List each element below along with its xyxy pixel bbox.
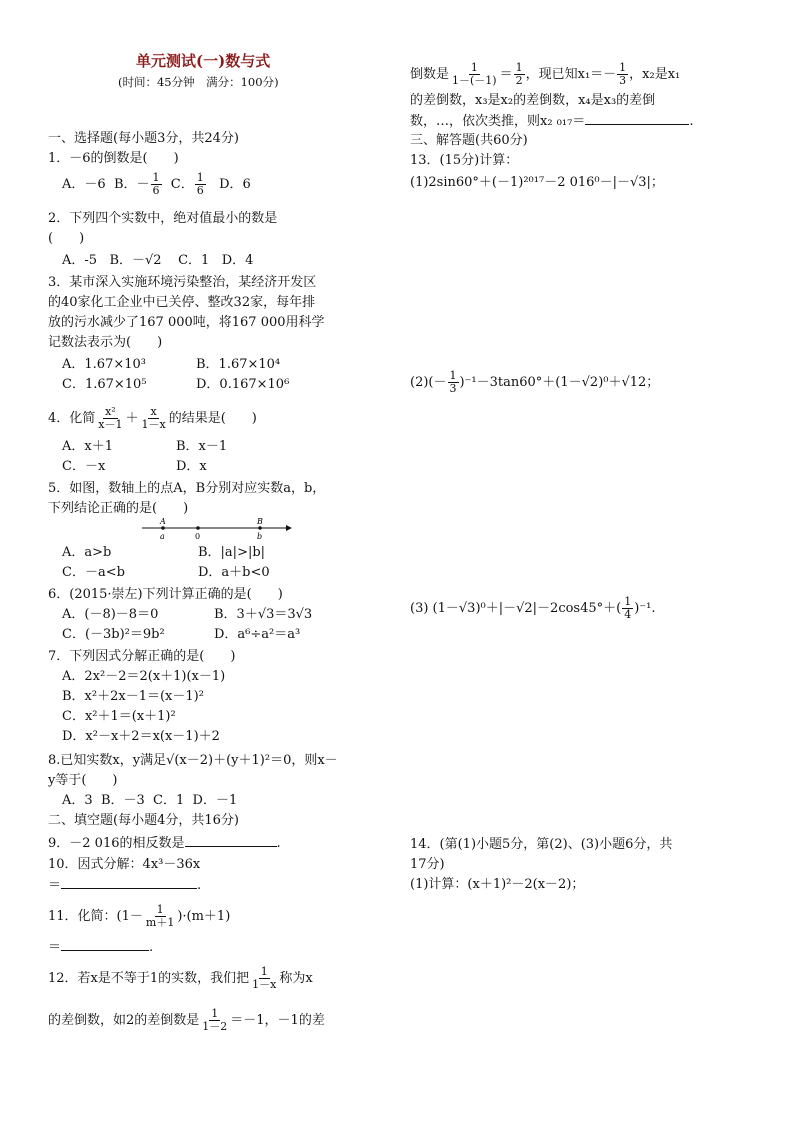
question-8-l1: 8.已知实数x，y满足√(x－2)＋(y＋1)²＝0，则x－ (48, 753, 338, 768)
q1-option-d: D．6 (219, 177, 251, 192)
question-10: 10．因式分解：4x³－36x (48, 857, 201, 872)
q1-option-c: C． (170, 177, 194, 192)
question-13-part-1: (1)2sin60°＋(－1)²⁰¹⁷－2 016⁰－|－√3|； (410, 175, 664, 190)
q3-option-d: D．0.167×10⁶ (196, 377, 290, 392)
q4-frac-1: $\frac{\text{x²}}{x-1}$ (98, 405, 123, 431)
q4-option-d: D．x (176, 459, 207, 474)
question-3-l2: 的40家化工企业中已关停、整改32家，每年排 (48, 295, 316, 310)
q2-options (62, 252, 253, 270)
q4-option-a: A．x＋1 (62, 439, 113, 454)
page-title: 单元测试(一)数与式 (136, 52, 271, 70)
q3-option-b: B．1.67×10⁴ (196, 357, 281, 372)
question-14-l2: 17分) (410, 857, 445, 872)
q12-suffix: 称为x (279, 971, 313, 986)
question-13-part-2 (410, 370, 659, 395)
q12-answer-blank[interactable] (585, 112, 689, 125)
number-line-figure (140, 516, 300, 542)
origin-label: 0 (195, 532, 201, 541)
q8-option-d: D．－1 (192, 793, 238, 808)
point-b-value: b (257, 532, 263, 541)
q5-option-d: D．a＋b<0 (198, 565, 270, 580)
q12-frac-1: $\frac{1}{1-x}$ (252, 965, 277, 991)
q5-option-c: C．－a<b (62, 565, 125, 580)
q11-answer-blank[interactable] (61, 938, 149, 951)
q8-option-b: B．－3 (100, 793, 145, 808)
question-11-answer: ＝ . (48, 940, 154, 955)
question-14-part-1: (1)计算：(x＋1)²－2(x－2)； (410, 877, 585, 892)
q9-text: 9．－2 016的相反数是 (48, 836, 185, 851)
q2-option-a: A．-5 (62, 253, 98, 268)
section-fill: 二、填空题(每小题4分，共16分) (48, 813, 239, 828)
question-5-l2: 下列结论正确的是( ) (48, 501, 189, 516)
q1-frac-b: $\frac{1}{6}$ (152, 171, 160, 197)
q8-option-a: A．3 (62, 793, 93, 808)
point-b-label: B (257, 517, 263, 526)
q7-option-b: B．x²＋2x－1＝(x－1)² (62, 689, 204, 704)
question-11 (48, 904, 230, 929)
q12-prefix: 12．若x是不等于1的实数，我们把 (48, 971, 250, 986)
q8-options (62, 792, 237, 810)
q13-3-suffix: )⁻¹. (634, 601, 656, 616)
section-solve: 三、解答题(共60分) (410, 133, 528, 148)
question-13: 13．(15分)计算： (410, 153, 519, 168)
q1-options (62, 172, 251, 197)
q5-option-b: B．|a|>|b| (198, 545, 266, 560)
r1-mid: ，现已知x₁＝－ (525, 67, 617, 82)
q11-frac: $\frac{1}{m+1}$ (145, 903, 175, 929)
q6-option-d: D．a⁶÷a²＝a³ (214, 627, 301, 642)
question-3-l1: 3．某市深入实施环境污染整治，某经济开发区 (48, 275, 317, 290)
q12-frac-2: $\frac{1}{1-2}$ (202, 1007, 228, 1033)
q8-option-c: C．1 (153, 793, 185, 808)
q11-eq: ＝ (48, 940, 62, 955)
q13-3-prefix: (3) (1－√3)⁰＋|－√2|－2cos45°＋( (410, 601, 622, 616)
question-12-cont-l3: 数，…，依次类推，则x₂ ₀₁₇＝ . (410, 114, 694, 129)
question-1: 1．－6的倒数是( ) (48, 151, 179, 166)
q2-option-b: B．－√2 (109, 253, 162, 268)
q10-answer-blank[interactable] (61, 876, 197, 889)
r1-frac-2: $\frac{1}{2}$ (515, 61, 523, 87)
q1-option-b: B．－ (113, 177, 150, 192)
q1-frac-c: $\frac{1}{6}$ (196, 171, 204, 197)
q3-option-c: C．1.67×10⁵ (62, 377, 147, 392)
question-7: 7．下列因式分解正确的是( ) (48, 649, 236, 664)
q6-option-c: C．(－3b)²＝9b² (62, 627, 165, 642)
page-subtitle: (时间：45分钟 满分：100分) (118, 75, 279, 89)
question-13-part-3 (410, 596, 656, 621)
question-12-cont-l2: 的差倒数，x₃是x₂的差倒数，x₄是x₃的差倒 (410, 93, 656, 108)
question-3-l4: 记数法表示为( ) (48, 335, 163, 350)
q9-answer-blank[interactable] (185, 834, 277, 847)
q5-option-a: A．a>b (62, 545, 112, 560)
q13-2-prefix: (2)(－ (410, 375, 447, 390)
q7-option-a: A．2x²－2＝2(x＋1)(x－1) (62, 669, 226, 684)
q11-prefix: 11．化简：(1－ (48, 909, 143, 924)
q11-suffix: )·(m＋1) (177, 909, 231, 924)
question-12-l1 (48, 966, 313, 991)
question-3-l3: 放的污水减少了167 000吨，将167 000用科学 (48, 315, 325, 330)
section-choice: 一、选择题(每小题3分，共24分) (48, 131, 239, 146)
question-14-l1: 14．(第(1)小题5分，第(2)、(3)小题6分，共 (410, 837, 673, 852)
r1-end: ，x₂是x₁ (629, 67, 681, 82)
q4-prefix: 4．化简 (48, 411, 96, 426)
q12-line2: 的差倒数，如2的差倒数是 (48, 1013, 200, 1028)
q10-eq: ＝ (48, 878, 62, 893)
question-5-l1: 5．如图，数轴上的点A，B分别对应实数a，b， (48, 481, 326, 496)
q4-suffix: 的结果是( ) (168, 411, 257, 426)
q4-option-b: B．x－1 (176, 439, 228, 454)
q6-option-b: B．3＋√3＝3√3 (214, 607, 313, 622)
q13-2-frac: $\frac{1}{3}$ (449, 369, 457, 395)
q12-line2-end: ＝－1，－1的差 (230, 1013, 325, 1028)
question-2-bracket: ( ) (48, 231, 85, 246)
q13-3-frac: $\frac{1}{4}$ (624, 595, 632, 621)
question-9: 9．－2 016的相反数是 . (48, 836, 281, 851)
q1-option-a: A．－6 (62, 177, 106, 192)
q2-option-c: C．1 (178, 253, 210, 268)
question-12-l2 (48, 1008, 325, 1033)
q7-option-c: C．x²＋1＝(x＋1)² (62, 709, 176, 724)
q4-frac-2: $\frac{x}{1-x}$ (141, 405, 166, 431)
r1-frac-1: $\frac{1}{1-(-1)}$ (452, 61, 497, 87)
q7-option-d: D．x²－x＋2＝x(x－1)＋2 (62, 729, 220, 744)
question-4: 4．化简 $\frac{\text{x²}}{x-1}$ ＋ $\frac{x}{1-x}$ 的结果是( ) (48, 405, 257, 431)
point-a-label: A (160, 517, 166, 526)
question-10-answer: ＝ . (48, 878, 202, 893)
q3-option-a: A．1.67×10³ (62, 357, 146, 372)
question-2: 2．下列四个实数中，绝对值最小的数是 (48, 211, 278, 226)
question-8-l2: y等于( ) (48, 773, 118, 788)
q13-2-suffix: )⁻¹－3tan60°＋(1－√2)⁰＋√12； (459, 375, 660, 390)
r1-eq: ＝ (499, 67, 513, 82)
point-a-value: a (160, 532, 165, 541)
r3-text: 数，…，依次类推，则x₂ ₀₁₇＝ (410, 114, 586, 129)
q2-option-d: D．4 (221, 253, 254, 268)
r1-frac-3: $\frac{1}{3}$ (619, 61, 627, 87)
question-12-cont-l1 (410, 62, 680, 87)
q4-option-c: C．－x (62, 459, 106, 474)
question-6: 6．(2015·崇左)下列计算正确的是( ) (48, 587, 283, 602)
r1-prefix: 倒数是 (410, 67, 450, 82)
q6-option-a: A．(－8)－8＝0 (62, 607, 159, 622)
